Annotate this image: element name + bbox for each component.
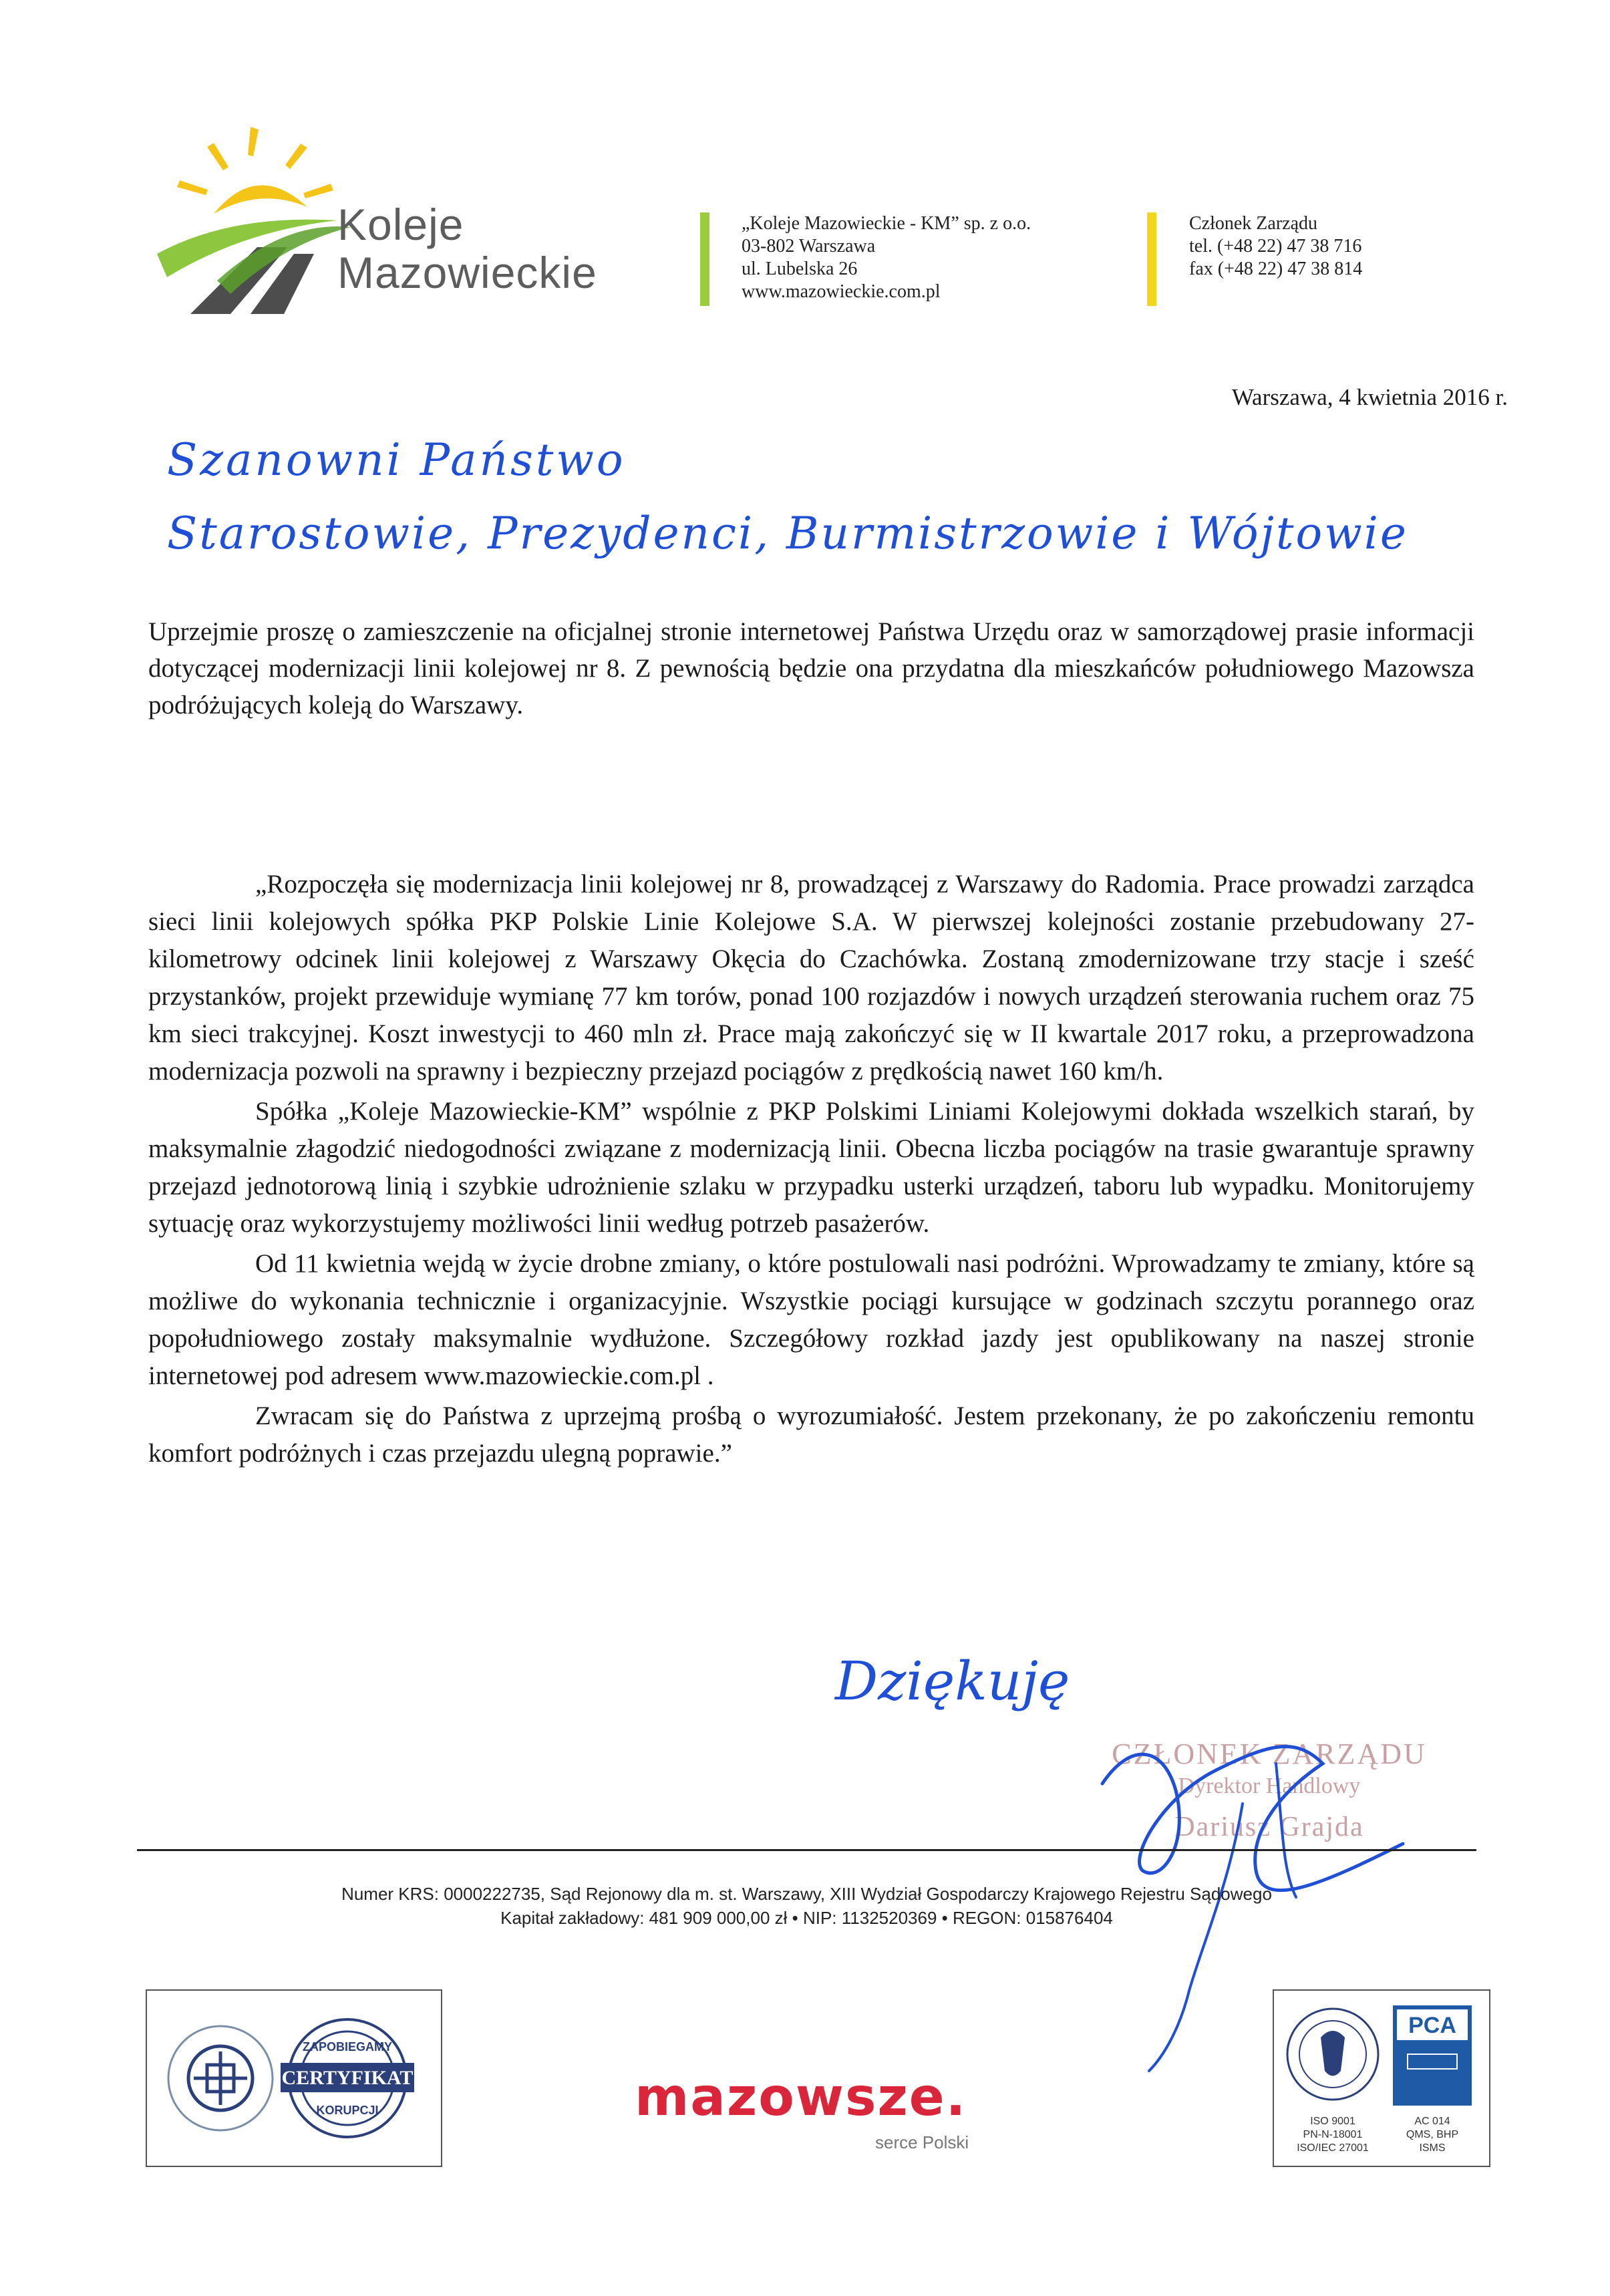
salutation-line-1: Szanowni Państwo xyxy=(167,434,626,486)
contact-fax: fax (+48 22) 47 38 814 xyxy=(1189,259,1363,279)
anti-corruption-certificate xyxy=(146,1989,442,2167)
iso-line: PN-N-18001 xyxy=(1303,2129,1363,2140)
intro-paragraph: Uprzejmie proszę o zamieszczenie na oficjalnej stronie internetowej Państwa Urzędu oraz w samorządowej prasie informacji dotyczącej modernizacji linii kolejowej nr 8. Z pewnością będzie ona przydatna dla mieszkańców południowego Mazowsza podróżujących koleją do Warszawy. xyxy=(148,617,1474,719)
certyfikat-label: CERTYFIKAT xyxy=(281,2067,414,2089)
zapobiegamy-label: ZAPOBIEGAMY xyxy=(302,2040,393,2054)
website-link[interactable]: www.mazowieckie.com.pl xyxy=(742,281,941,302)
iso-pca-badges-icon xyxy=(1274,1991,1489,2166)
letter-date: Warszawa, 4 kwietnia 2016 r. xyxy=(1231,384,1508,410)
stamp-role: Dyrektor Handlowy xyxy=(1178,1774,1361,1798)
korupcji-label: KORUPCJI xyxy=(316,2104,379,2117)
ac-line: ISMS xyxy=(1419,2142,1446,2154)
ac-line: QMS, BHP xyxy=(1406,2129,1459,2140)
iso-line: ISO 9001 xyxy=(1310,2116,1355,2127)
mazowsze-logo: mazowsze. xyxy=(635,2068,967,2128)
footer-rule xyxy=(137,1849,1476,1851)
contact-title: Członek Zarządu xyxy=(1189,213,1318,234)
quote-paragraph: Od 11 kwietnia wejdą w życie drobne zmiany, o które postulowali nasi podróżni. Wprowadzamy te zmiany, które są możliwe do wykonania technicznie i organizacyjnie. Wszystkie pociągi kursujące w godzinach szczytu porannego oraz popołudniowego zostały maksymalnie wydłużone. Szczegółowy rozkład jazdy jest opublikowany na naszej stronie internetowej pod adresem www.mazowieckie.com.pl . xyxy=(148,1249,1474,1390)
yellow-divider xyxy=(1147,212,1156,306)
company-address xyxy=(742,212,1031,303)
contact-info xyxy=(1189,212,1362,281)
company-logo xyxy=(150,120,631,321)
quoted-text xyxy=(148,866,1474,1475)
quote-paragraph: Zwracam się do Państwa z uprzejmą prośbą o wyrozumiałość. Jestem przekonany, że po zakończeniu remontu komfort podróżnych i czas przejazdu ulegną poprawie.” xyxy=(148,1402,1474,1468)
contact-phone: tel. (+48 22) 47 38 716 xyxy=(1189,236,1362,257)
address-line: ul. Lubelska 26 xyxy=(742,259,858,279)
iso-line: ISO/IEC 27001 xyxy=(1297,2142,1369,2154)
pca-label: PCA xyxy=(1408,2013,1456,2038)
stamp-name: Dariusz Grajda xyxy=(1174,1812,1364,1842)
ac-line: AC 014 xyxy=(1414,2116,1450,2127)
footer-capital: Kapitał zakładowy: 481 909 000,00 zł • NIP: 1132520369 • REGON: 015876404 xyxy=(500,1908,1113,1928)
logo-line-1: Koleje xyxy=(337,200,464,249)
salutation-line-2: Starostowie, Prezydenci, Burmistrzowie i Wójtowie xyxy=(167,508,1408,559)
quote-paragraph: Spółka „Koleje Mazowieckie-KM” wspólnie z PKP Polskimi Liniami Kolejowymi dokłada wszelkich starań, by maksymalnie złagodzić niedogodności związane z modernizacją linii. Obecna liczba pociągów na trasie gwarantuje sprawny przejazd jednotorową linią i szybkie udrożnienie szlaku w przypadku usterki urządzeń, taboru lub wypadku. Monitorujemy sytuację oraz wykorzystujemy możliwości linii według potrzeb pasażerów. xyxy=(148,1097,1474,1238)
address-line: 03-802 Warszawa xyxy=(742,236,876,257)
iso-certificates xyxy=(1273,1989,1490,2167)
stamp-title: CZŁONEK ZARZĄDU xyxy=(1112,1738,1427,1770)
mazowsze-tagline: serce Polski xyxy=(875,2132,969,2152)
closing-word: Dziękuję xyxy=(835,1650,1070,1712)
logo-line-2: Mazowieckie xyxy=(337,248,597,297)
footer-krs: Numer KRS: 0000222735, Sąd Rejonowy dla m. st. Warszawy, XIII Wydział Gospodarczy Krajowego Rejestru Sądowego xyxy=(341,1884,1272,1904)
certificate-badges-icon xyxy=(147,1991,441,2166)
address-line: „Koleje Mazowieckie - KM” sp. z o.o. xyxy=(742,213,1031,234)
green-divider xyxy=(700,212,709,306)
quote-paragraph: „Rozpoczęła się modernizacja linii kolejowej nr 8, prowadzącej z Warszawy do Radomia. Prace prowadzi zarządca sieci linii kolejowych spółka PKP Polskie Linie Kolejowe S.A. W pierwszej kolejności zostanie przebudowany 27-kilometrowy odcinek linii kolejowej z Warszawy Okęcia do Czachówka. Zostaną zmodernizowane trzy stacje i sześć przystanków, projekt przewiduje wymianę 77 km torów, ponad 100 rozjazdów i nowych urządzeń sterowania ruchem oraz 75 km sieci trakcyjnej. Koszt inwestycji to 460 mln zł. Prace mają zakończyć się w II kwartale 2017 roku, a przeprowadzona modernizacja pozwoli na sprawny i bezpieczny przejazd pociągów z prędkością nawet 160 km/h. xyxy=(148,870,1474,1086)
